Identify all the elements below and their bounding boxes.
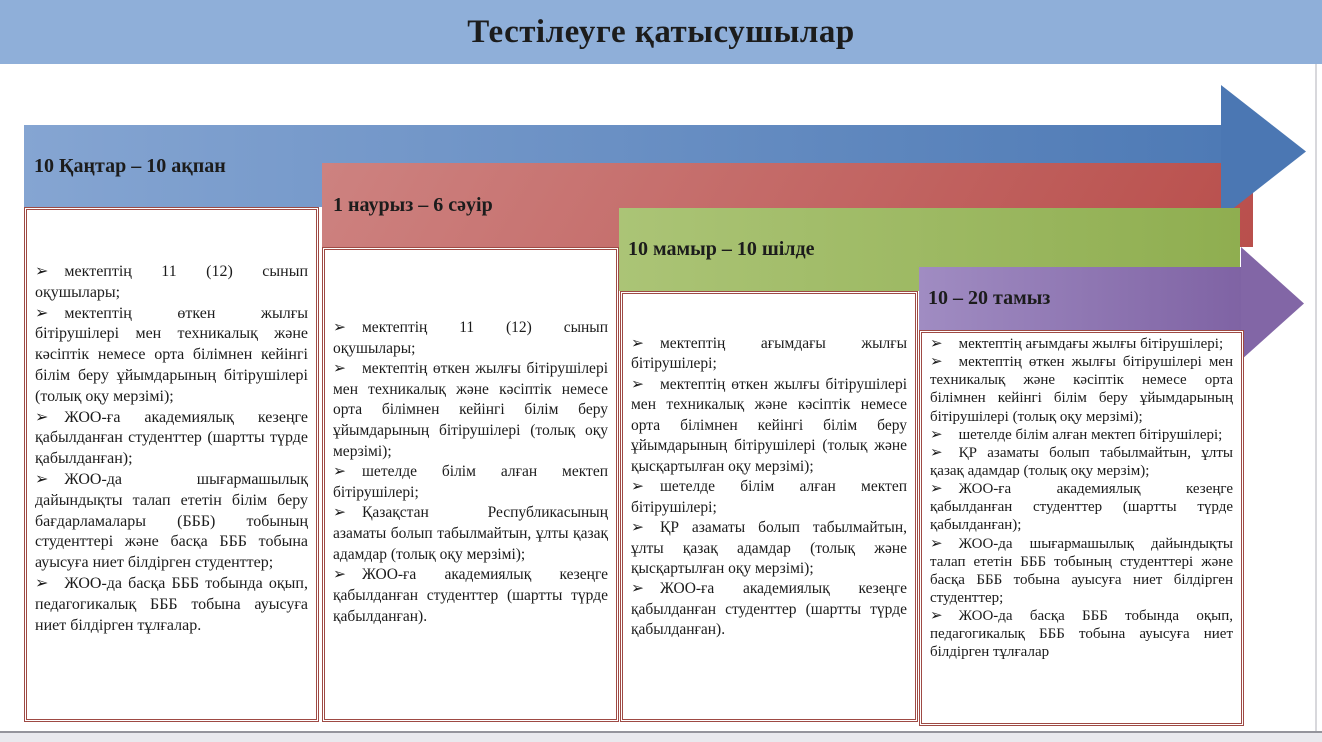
bullet-arrow-icon: ➢ bbox=[35, 304, 49, 322]
bullet-arrow-icon: ➢ bbox=[930, 444, 943, 461]
bullet-item bbox=[631, 334, 907, 375]
slide-right-edge bbox=[1315, 64, 1317, 731]
bullet-arrow-icon: ➢ bbox=[333, 463, 346, 481]
bullet-item bbox=[333, 462, 608, 503]
bullet-item bbox=[333, 359, 608, 462]
bullet-item bbox=[333, 503, 608, 565]
bullet-text: ҚР азаматы болып табылмайтын, ұлты қазақ адамдар (толық және қысқартылған оқу мерзімі); bbox=[631, 519, 907, 577]
stage-4-arrowhead-icon bbox=[1241, 247, 1304, 360]
bullet-arrow-icon: ➢ bbox=[631, 478, 644, 496]
bullet-arrow-icon: ➢ bbox=[631, 375, 644, 393]
bullet-item bbox=[930, 480, 1233, 534]
bullet-text: мектептің ағымдағы жылғы бітірушілері; bbox=[958, 336, 1224, 352]
bullet-text: мектептің өткен жылғы бітірушілері мен техникалық және кәсіптік немесе орта білімнен кейінгі білім беру ұйымдарының бітірушілері (толық және қысқартылған оқу мерзімі); bbox=[631, 375, 907, 475]
bullet-arrow-icon: ➢ bbox=[631, 580, 644, 598]
slide-title: Тестілеуге қатысушылар bbox=[467, 13, 855, 50]
stage-1-period-label: 10 Қаңтар – 10 ақпан bbox=[34, 154, 226, 177]
bullet-arrow-icon: ➢ bbox=[35, 574, 49, 592]
title-bar bbox=[0, 0, 1322, 64]
bullet-arrow-icon: ➢ bbox=[930, 336, 943, 352]
bullet-arrow-icon: ➢ bbox=[930, 354, 943, 371]
bullet-text: шетелде білім алған мектеп бітірушілері; bbox=[333, 463, 608, 501]
bullet-item bbox=[930, 353, 1233, 426]
stage-4-period-label: 10 – 20 тамыз bbox=[928, 287, 1051, 309]
bullet-text: ЖОО-да басқа БББ тобында оқып, педагогикалық БББ тобына ауысуға ниет білдірген тұлғалар. bbox=[35, 574, 308, 634]
bullet-item bbox=[930, 444, 1233, 480]
bullet-text: Қазақстан Республикасының азаматы болып табылмайтын, ұлты қазақ адамдар (толық оқу мерзімі); bbox=[333, 504, 608, 563]
stage-1-participants-box bbox=[24, 207, 319, 722]
stage-3-participants-box bbox=[620, 291, 918, 722]
bullet-arrow-icon: ➢ bbox=[35, 263, 49, 280]
bullet-item bbox=[35, 408, 308, 470]
bullet-arrow-icon: ➢ bbox=[930, 535, 943, 552]
bullet-arrow-icon: ➢ bbox=[333, 566, 346, 584]
bullet-text: мектептің өткен жылғы бітірушілері мен техникалық және кәсіптік немесе орта білімнен кейінгі білім беру ұйымдарының бітірушілері (толық оқу мерзімі); bbox=[35, 304, 308, 405]
bullet-text: ҚР азаматы болып табылмайтын, ұлты қазақ адамдар (толық оқу мерзім); bbox=[930, 444, 1233, 479]
bullet-item bbox=[930, 335, 1233, 353]
stage-1-arrowhead-icon bbox=[1221, 85, 1306, 218]
bullet-item bbox=[930, 426, 1233, 444]
bullet-item bbox=[35, 470, 308, 574]
bullet-arrow-icon: ➢ bbox=[930, 608, 943, 625]
bullet-item bbox=[631, 477, 907, 518]
bullet-text: шетелде білім алған мектеп бітірушілері; bbox=[631, 478, 907, 516]
bullet-text: ЖОО-ға академиялық кезеңге қабылданған студенттер (шартты түрде қабылданған). bbox=[333, 566, 608, 625]
stage-2-participants-box bbox=[322, 247, 619, 722]
bullet-arrow-icon: ➢ bbox=[930, 481, 943, 498]
bullet-arrow-icon: ➢ bbox=[35, 408, 49, 426]
bullet-item bbox=[631, 375, 907, 477]
bullet-text: ЖОО-ға академиялық кезеңге қабылданған студенттер (шартты түрде қабылданған); bbox=[930, 481, 1233, 534]
bottom-strip bbox=[0, 731, 1322, 742]
bullet-arrow-icon: ➢ bbox=[631, 519, 644, 537]
bullet-item bbox=[35, 262, 308, 304]
bullet-item bbox=[631, 579, 907, 640]
bullet-item bbox=[930, 535, 1233, 608]
bullet-arrow-icon: ➢ bbox=[333, 504, 346, 522]
bullet-arrow-icon: ➢ bbox=[631, 335, 644, 352]
bullet-item bbox=[35, 574, 308, 636]
bullet-item bbox=[333, 565, 608, 627]
bullet-text: ЖОО-да басқа БББ тобында оқып, педагогикалық БББ тобына ауысуға ниет білдірген тұлғалар bbox=[930, 608, 1233, 661]
bullet-text: мектептің 11 (12) сынып оқушылары; bbox=[35, 263, 308, 301]
bullet-text: мектептің ағымдағы жылғы бітірушілері; bbox=[631, 335, 907, 373]
stage-4-participants-box bbox=[919, 330, 1244, 726]
bullet-arrow-icon: ➢ bbox=[35, 470, 49, 488]
bullet-arrow-icon: ➢ bbox=[333, 319, 346, 336]
bullet-text: мектептің өткен жылғы бітірушілері мен техникалық және кәсіптік немесе орта білімнен кейінгі білім беру ұйымдарының бітірушілері (толық оқу мерзімі); bbox=[333, 360, 608, 460]
bullet-text: мектептің 11 (12) сынып оқушылары; bbox=[333, 319, 608, 357]
bullet-text: ЖОО-да шығармашылық дайындықты талап ететін білім беру бағдарламалары (БББ) тобының студенттері және басқа БББ тобына ауысуға ниет білдірген студенттер; bbox=[35, 470, 308, 572]
bullet-text: мектептің өткен жылғы бітірушілері мен техникалық және кәсіптік немесе орта білімнен кейінгі білім беру ұйымдарының бітірушілері (толық оқу мерзімі); bbox=[930, 354, 1233, 425]
stage-2-period-label: 1 наурыз – 6 сәуір bbox=[333, 193, 493, 216]
bullet-text: ЖОО-ға академиялық кезеңге қабылданған студенттер (шартты түрде қабылданған). bbox=[631, 580, 907, 639]
bullet-text: шетелде білім алған мектеп бітірушілері; bbox=[958, 426, 1223, 443]
bullet-item bbox=[631, 518, 907, 579]
bullet-text: ЖОО-ға академиялық кезеңге қабылданған студенттер (шартты түрде қабылданған); bbox=[35, 408, 308, 468]
bullet-item bbox=[930, 607, 1233, 661]
bullet-text: ЖОО-да шығармашылық дайындықты талап ететін БББ тобының студенттері және басқа БББ тобына ауысуға ниет білдірген студенттер; bbox=[930, 535, 1233, 606]
bullet-item bbox=[35, 304, 308, 408]
bullet-item bbox=[333, 318, 608, 359]
stage-3-period-label: 10 мамыр – 10 шілде bbox=[628, 238, 815, 260]
bullet-arrow-icon: ➢ bbox=[333, 360, 346, 378]
bullet-arrow-icon: ➢ bbox=[930, 426, 943, 443]
stage-4-arrow-band bbox=[919, 267, 1242, 330]
